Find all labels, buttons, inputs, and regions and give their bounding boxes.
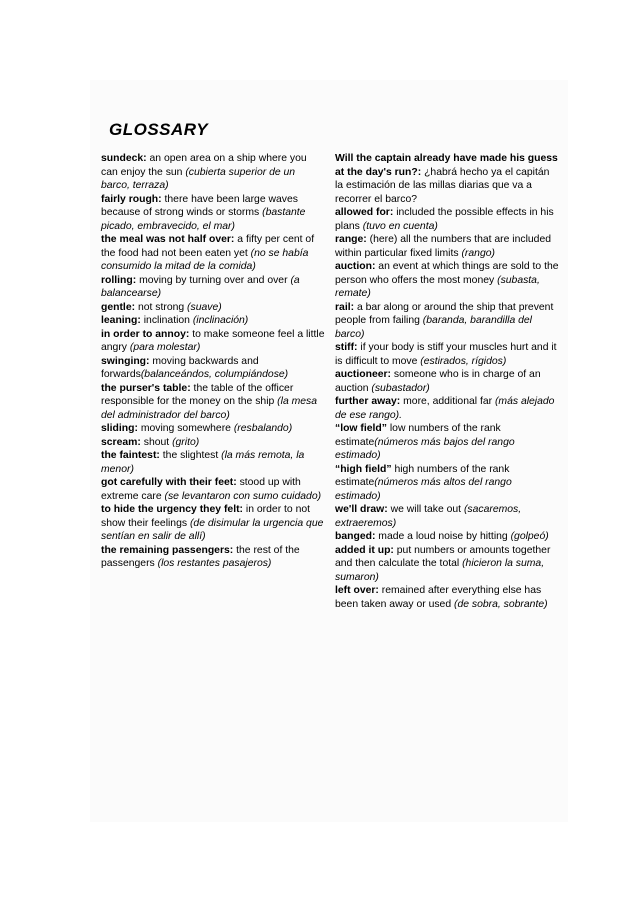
term: leaning: — [101, 315, 141, 326]
term: left over: — [335, 585, 379, 596]
term: sundeck: — [101, 153, 147, 164]
glossary-entry — [335, 368, 559, 395]
glossary-entry — [335, 530, 559, 544]
glossary-entry — [101, 314, 325, 328]
term: rolling: — [101, 274, 137, 286]
translation: (de disimular la urgencia que sentían en salir de allí) — [101, 517, 324, 542]
definition: there have been large waves because of strong winds or storms — [101, 193, 298, 218]
translation: (bastante picado, embravecido, el mar) — [101, 207, 306, 232]
translation: (balanceándos, columpiándose) — [140, 369, 289, 380]
term: range: — [335, 234, 367, 245]
term: auction: — [335, 261, 376, 272]
glossary-entry — [101, 355, 325, 382]
translation: (hicieron la suma, sumaron) — [335, 558, 545, 583]
glossary-entry — [335, 301, 559, 342]
translation: (la más remota, la menor) — [101, 450, 305, 475]
glossary-entry — [335, 463, 559, 504]
term: we'll draw: — [335, 504, 388, 515]
definition: not strong — [135, 301, 188, 313]
definition: to make someone feel a little angry — [101, 328, 325, 353]
glossary-entry — [335, 503, 559, 530]
glossary-entry — [335, 260, 559, 301]
term: added it up: — [335, 544, 394, 556]
translation: (subastador) — [371, 382, 430, 394]
definition: an event at which things are sold to the person who offers the most money — [335, 261, 559, 286]
translation: (más alejado de ese rango). — [335, 396, 555, 421]
definition: we will take out — [387, 504, 464, 515]
page-title: GLOSSARY — [109, 120, 209, 139]
translation: (grito) — [172, 436, 200, 448]
term: the remaining passengers: — [101, 544, 234, 556]
term: banged: — [335, 531, 376, 542]
definition: moving backwards and forwards — [101, 355, 259, 380]
definition: more, additional far — [400, 396, 495, 407]
definition: included the possible effects in his plans — [335, 207, 554, 232]
definition: if your body is stiff your muscles hurt and it is difficult to move — [335, 342, 557, 367]
glossary-entry — [101, 544, 325, 571]
definition: a bar along or around the ship that prevent people from failing — [335, 301, 554, 326]
glossary-entry — [335, 341, 559, 368]
translation: (números más bajos del rango estimado) — [335, 436, 515, 461]
translation: (baranda, barandilla del barco) — [335, 315, 532, 340]
term: allowed for: — [335, 207, 394, 218]
glossary-right-column — [335, 152, 559, 611]
term: Will the captain already have made his guess at the day's run?: — [335, 153, 558, 178]
glossary-entry — [335, 584, 559, 611]
translation: (tuvo en cuenta) — [362, 220, 438, 232]
glossary-entry — [101, 382, 325, 423]
term: scream: — [101, 436, 141, 448]
translation: (rango) — [461, 247, 495, 259]
translation: (resbalando) — [233, 423, 293, 434]
glossary-entry — [335, 152, 559, 206]
term: stiff: — [335, 342, 358, 353]
definition: (here) all the numbers that are included within particular fixed limits — [335, 234, 552, 259]
definition: the table of the officer responsible for the money on the ship — [101, 382, 294, 407]
glossary-entry — [101, 503, 325, 544]
definition: an open area on a ship where you can enjoy the sun — [101, 153, 307, 178]
translation: (se levantaron con sumo cuidado) — [164, 490, 322, 502]
glossary-entry — [335, 422, 559, 463]
translation: (no se había consumido la mitad de la comida) — [101, 247, 309, 272]
definition: shout — [140, 436, 173, 448]
term: the meal was not half over: — [101, 234, 235, 245]
definition: in order to not show their feelings — [101, 504, 311, 529]
definition: inclination — [140, 315, 193, 326]
translation: (inclinación) — [192, 315, 249, 326]
definition: moving somewhere — [137, 423, 234, 434]
glossary-entry — [335, 233, 559, 260]
definition: a fifty per cent of the food had not been eaten yet — [101, 234, 315, 259]
glossary-entry — [101, 152, 325, 193]
translation: (suave) — [187, 301, 222, 313]
term: sliding: — [101, 423, 138, 434]
definition: someone who is in charge of an auction — [335, 369, 541, 394]
glossary-entry — [101, 233, 325, 274]
translation: (estirados, rígidos) — [420, 355, 507, 367]
translation: (sacaremos, extraeremos) — [335, 504, 522, 529]
translation: (la mesa del administrador del barco) — [101, 396, 318, 421]
term: “low field” — [335, 423, 387, 434]
term: the faintest: — [101, 450, 160, 461]
term: auctioneer: — [335, 369, 392, 380]
definition: the rest of the passengers — [101, 544, 300, 569]
term: the purser's table: — [101, 382, 191, 394]
translation: (de sobra, sobrante) — [454, 598, 548, 610]
definition: ¿habrá hecho ya el capitán la estimación de las millas diarias que va a recorrer el barco? — [335, 166, 550, 205]
term: “high field” — [335, 463, 392, 475]
definition: stood up with extreme care — [101, 477, 301, 502]
definition: low numbers of the rank estimate — [335, 423, 501, 448]
translation: (a balancearse) — [101, 274, 300, 299]
translation: (cubierta superior de un barco, terraza) — [101, 166, 296, 191]
glossary-left-column — [101, 152, 325, 571]
term: fairly rough: — [101, 193, 162, 205]
glossary-entry — [101, 449, 325, 476]
glossary-entry — [335, 206, 559, 233]
glossary-entry — [101, 476, 325, 503]
glossary-entry — [335, 544, 559, 585]
glossary-entry — [101, 301, 325, 315]
term: to hide the urgency they felt: — [101, 504, 244, 515]
term: rail: — [335, 301, 355, 313]
glossary-entry — [101, 436, 325, 450]
glossary-entry — [101, 422, 325, 436]
term: got carefully with their feet: — [101, 477, 237, 488]
definition: put numbers or amounts together and then calculate the total — [335, 544, 551, 569]
glossary-entry — [335, 395, 559, 422]
translation: (subasta, remate) — [335, 274, 540, 299]
definition: high numbers of the rank estimate — [335, 463, 510, 488]
translation: (los restantes pasajeros) — [157, 558, 272, 569]
glossary-entry — [101, 193, 325, 234]
translation: (para molestar) — [129, 342, 201, 353]
translation: (golpeó) — [510, 531, 549, 542]
term: swinging: — [101, 355, 150, 367]
definition: made a loud noise by hitting — [375, 531, 511, 542]
term: in order to annoy: — [101, 328, 190, 340]
definition: remained after everything else has been taken away or used — [335, 585, 542, 610]
translation: (números más altos del rango estimado) — [335, 477, 512, 502]
definition: the slightest — [159, 450, 222, 461]
glossary-entry — [101, 274, 325, 301]
term: gentle: — [101, 301, 136, 313]
term: further away: — [335, 396, 401, 407]
definition: moving by turning over and over — [136, 274, 291, 286]
glossary-entry — [101, 328, 325, 355]
